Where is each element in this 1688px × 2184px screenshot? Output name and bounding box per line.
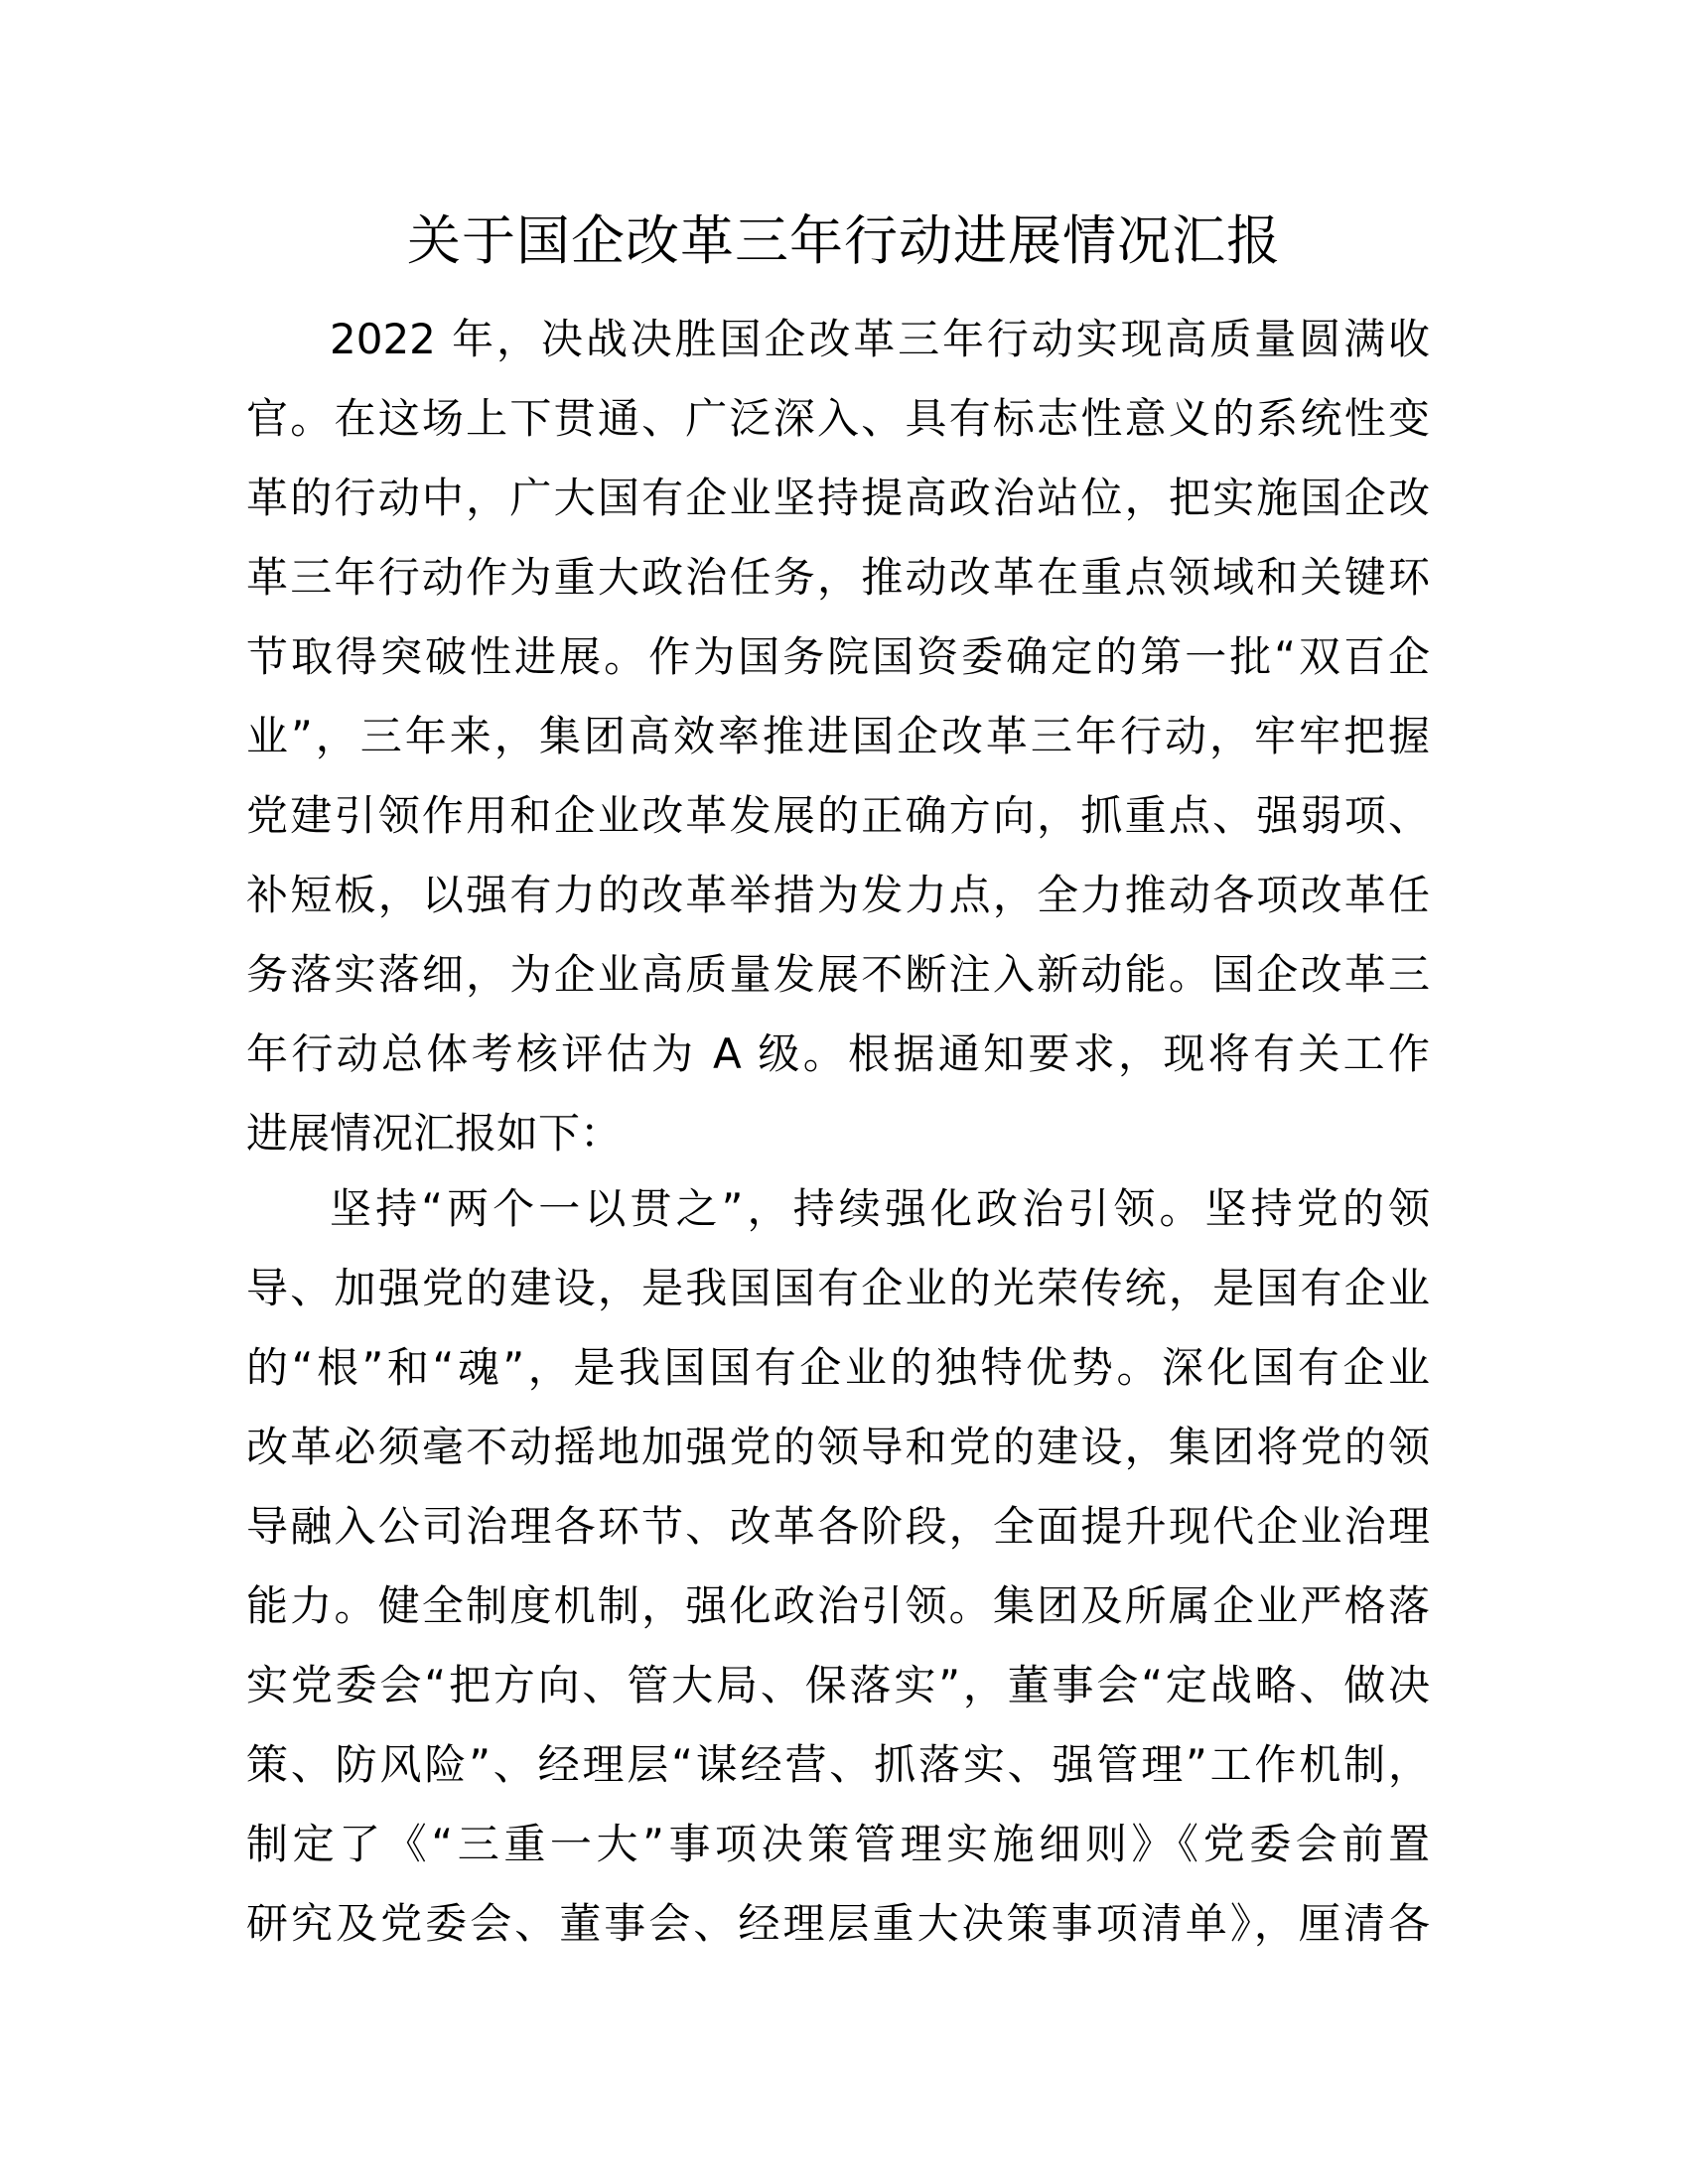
paragraph-intro (246, 300, 1430, 1173)
paragraph-line: 2022 年，决战决胜国企改革三年行动实现高质量圆满收 (330, 315, 1430, 363)
paragraph-line: 改革必须毫不动摇地加强党的领导和党的建设，集团将党的领 (246, 1423, 1430, 1471)
paragraph-line: 的“根”和“魂”，是我国国有企业的独特优势。深化国有企业 (246, 1343, 1430, 1392)
paragraph-line: 党建引领作用和企业改革发展的正确方向，抓重点、强弱项、 (246, 791, 1430, 840)
paragraph-line: 坚持“两个一以贯之”，持续强化政治引领。坚持党的领 (330, 1184, 1430, 1233)
paragraph-line: 导融入公司治理各环节、改革各阶段，全面提升现代企业治理 (246, 1502, 1430, 1551)
paragraph-line: 补短板，以强有力的改革举措为发力点，全力推动各项改革任 (246, 871, 1430, 919)
paragraph-line: 导、加强党的建设，是我国国有企业的光荣传统，是国有企业 (246, 1264, 1430, 1312)
paragraph-line: 制定了《“三重一大”事项决策管理实施细则》《党委会前置 (246, 1820, 1430, 1868)
document-title: 关于国企改革三年行动进展情况汇报 (407, 209, 1281, 272)
paragraph-line: 研究及党委会、董事会、经理层重大决策事项清单》，厘清各 (246, 1899, 1430, 1948)
paragraph-line: 实党委会“把方向、管大局、保落实”，董事会“定战略、做决 (246, 1661, 1430, 1709)
paragraph-line: 年行动总体考核评估为 A 级。根据通知要求，现将有关工作 (246, 1029, 1430, 1078)
paragraph-line: 节取得突破性进展。作为国务院国资委确定的第一批“双百企 (246, 632, 1430, 681)
paragraph-political-leadership (246, 1169, 1430, 1964)
paragraph-line: 业”，三年来，集团高效率推进国企改革三年行动，牢牢把握 (246, 712, 1430, 760)
paragraph-line: 进展情况汇报如下： (246, 1109, 623, 1158)
paragraph-line: 务落实落细，为企业高质量发展不断注入新动能。国企改革三 (246, 950, 1430, 999)
paragraph-line: 官。在这场上下贯通、广泛深入、具有标志性意义的系统性变 (246, 394, 1430, 443)
paragraph-line: 能力。健全制度机制，强化政治引领。集团及所属企业严格落 (246, 1581, 1430, 1630)
paragraph-line: 革三年行动作为重大政治任务，推动改革在重点领域和关键环 (246, 553, 1430, 602)
paragraph-line: 策、防风险”、经理层“谋经营、抓落实、强管理”工作机制， (246, 1740, 1430, 1789)
paragraph-line: 革的行动中，广大国有企业坚持提高政治站位，把实施国企改 (246, 474, 1430, 522)
